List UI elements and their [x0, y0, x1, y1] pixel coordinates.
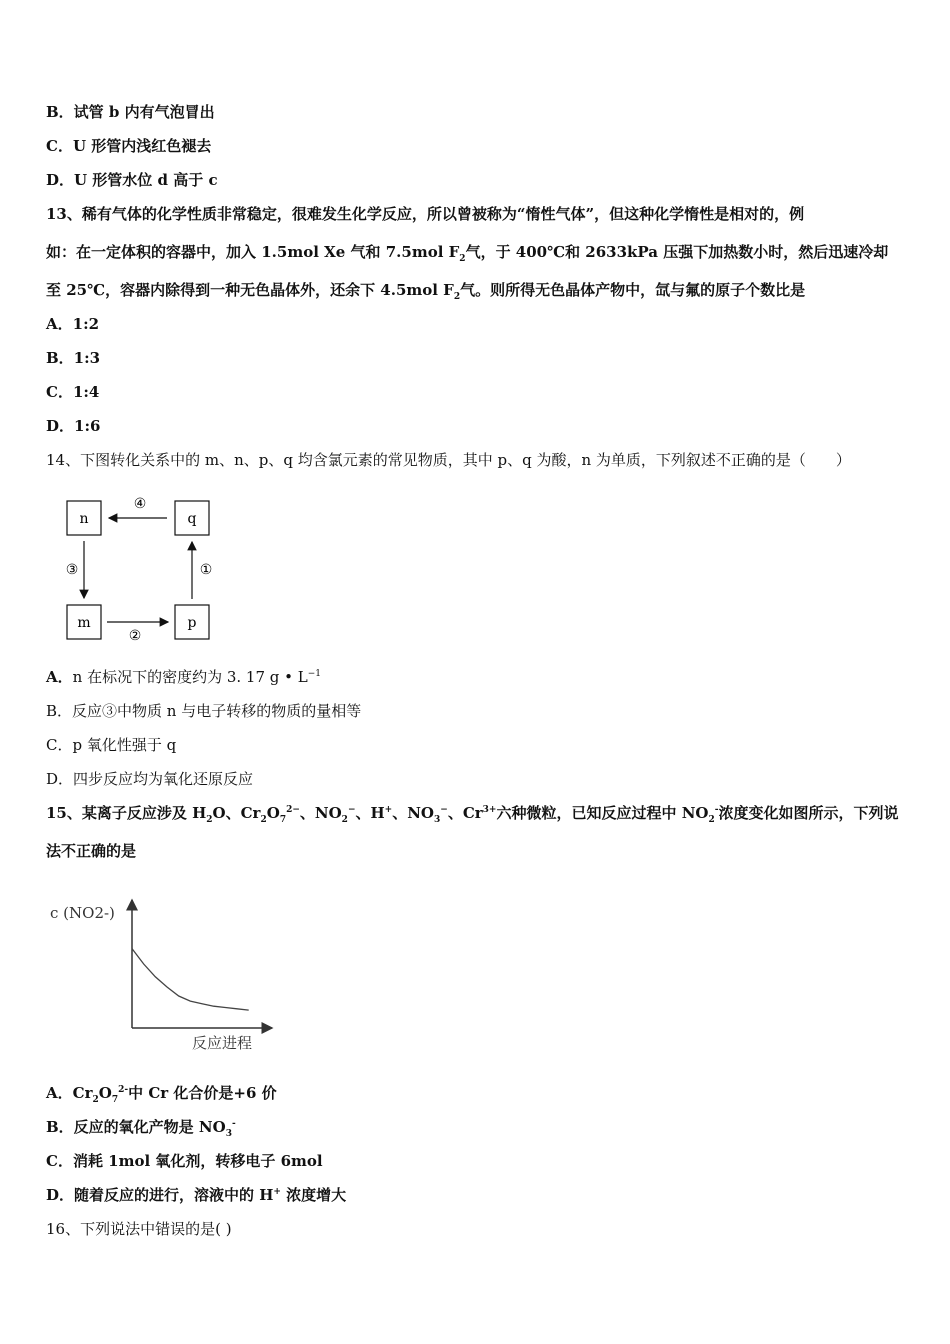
q13-stem-line3: 至 25℃，容器内除得到一种无色晶体外，还余下 4.5mol $F_2$气。则所得无色晶体产物中，氙与氟的原子个数比是	[46, 281, 806, 302]
chart-ylabel: c (NO2-)	[50, 904, 115, 922]
q13-stem-line2: 如：在一定体积的容器中，加入 1.5mol Xe 气和 7.5mol $F_2$气，于 400℃和 2633kPa 压强下加热数小时，然后迅速冷却	[46, 243, 889, 264]
q13-option-b: B．1:3	[46, 349, 101, 367]
q15-no2-concentration-chart	[44, 888, 284, 1058]
chart-series-line	[132, 949, 249, 1011]
q15-stem-line2: 法不正确的是	[46, 842, 137, 860]
q14-stem: 14、下图转化关系中的 m、n、p、q 均含氯元素的常见物质，其中 p、q 为酸，n 为单质，下列叙述不正确的是（ ）	[46, 451, 851, 469]
q13-option-a: A．1:2	[46, 315, 100, 333]
box-n-label: n	[79, 511, 89, 527]
q14-option-a: A．n 在标况下的密度约为 3. 17 g • $L^{-1}$	[46, 668, 322, 686]
q15-option-c: C．消耗 1mol 氧化剂，转移电子 6mol	[46, 1152, 323, 1170]
q15-option-b: B．反应的氧化产物是 $NO_3^-$	[46, 1118, 236, 1139]
arrow4-label: ④	[133, 496, 147, 512]
q12-option-c: C．U 形管内浅红色褪去	[46, 137, 212, 155]
chart-xlabel: 反应进程	[192, 1034, 253, 1052]
box-p-label: p	[187, 615, 197, 631]
q13-option-c: C．1:4	[46, 383, 100, 401]
q14-option-d: D．四步反应均为氧化还原反应	[46, 770, 254, 788]
arrow1-label: ①	[199, 562, 213, 578]
q12-option-d: D．U 形管水位 d 高于 c	[46, 171, 218, 189]
q13-option-d: D．1:6	[46, 417, 101, 435]
q14-option-c: C．p 氧化性强于 q	[46, 736, 177, 754]
q16-stem: 16、下列说法中错误的是( )	[46, 1220, 232, 1238]
q14-option-b: B．反应③中物质 n 与电子转移的物质的量相等	[46, 702, 362, 720]
q12-option-b: B．试管 b 内有气泡冒出	[46, 103, 215, 121]
q15-option-d: D．随着反应的进行，溶液中的 H+ 浓度增大	[46, 1186, 347, 1204]
q13-stem-line1: 13、稀有气体的化学性质非常稳定，很难发生化学反应，所以曾被称为“惰性气体”，但这种化学惰性是相对的，例	[46, 205, 805, 223]
box-m-label: m	[77, 615, 91, 631]
arrow2-label: ②	[128, 628, 142, 644]
arrow3-label: ③	[65, 562, 79, 578]
q15-stem-line1: 15、某离子反应涉及 $H_2O$、$Cr_2O_7^{2-}$、$NO_2^-$、H+、$NO_3^-$、$Cr^{3+}$六种微粒，已知反应过程中 $NO_2^-$浓度变化如图所示，下列说	[46, 804, 899, 825]
q15-option-a: A．$Cr_2O_7^{2-}$中 Cr 化合价是+6 价	[46, 1084, 277, 1105]
q14-conversion-diagram	[55, 488, 225, 648]
box-q-label: q	[187, 511, 197, 527]
